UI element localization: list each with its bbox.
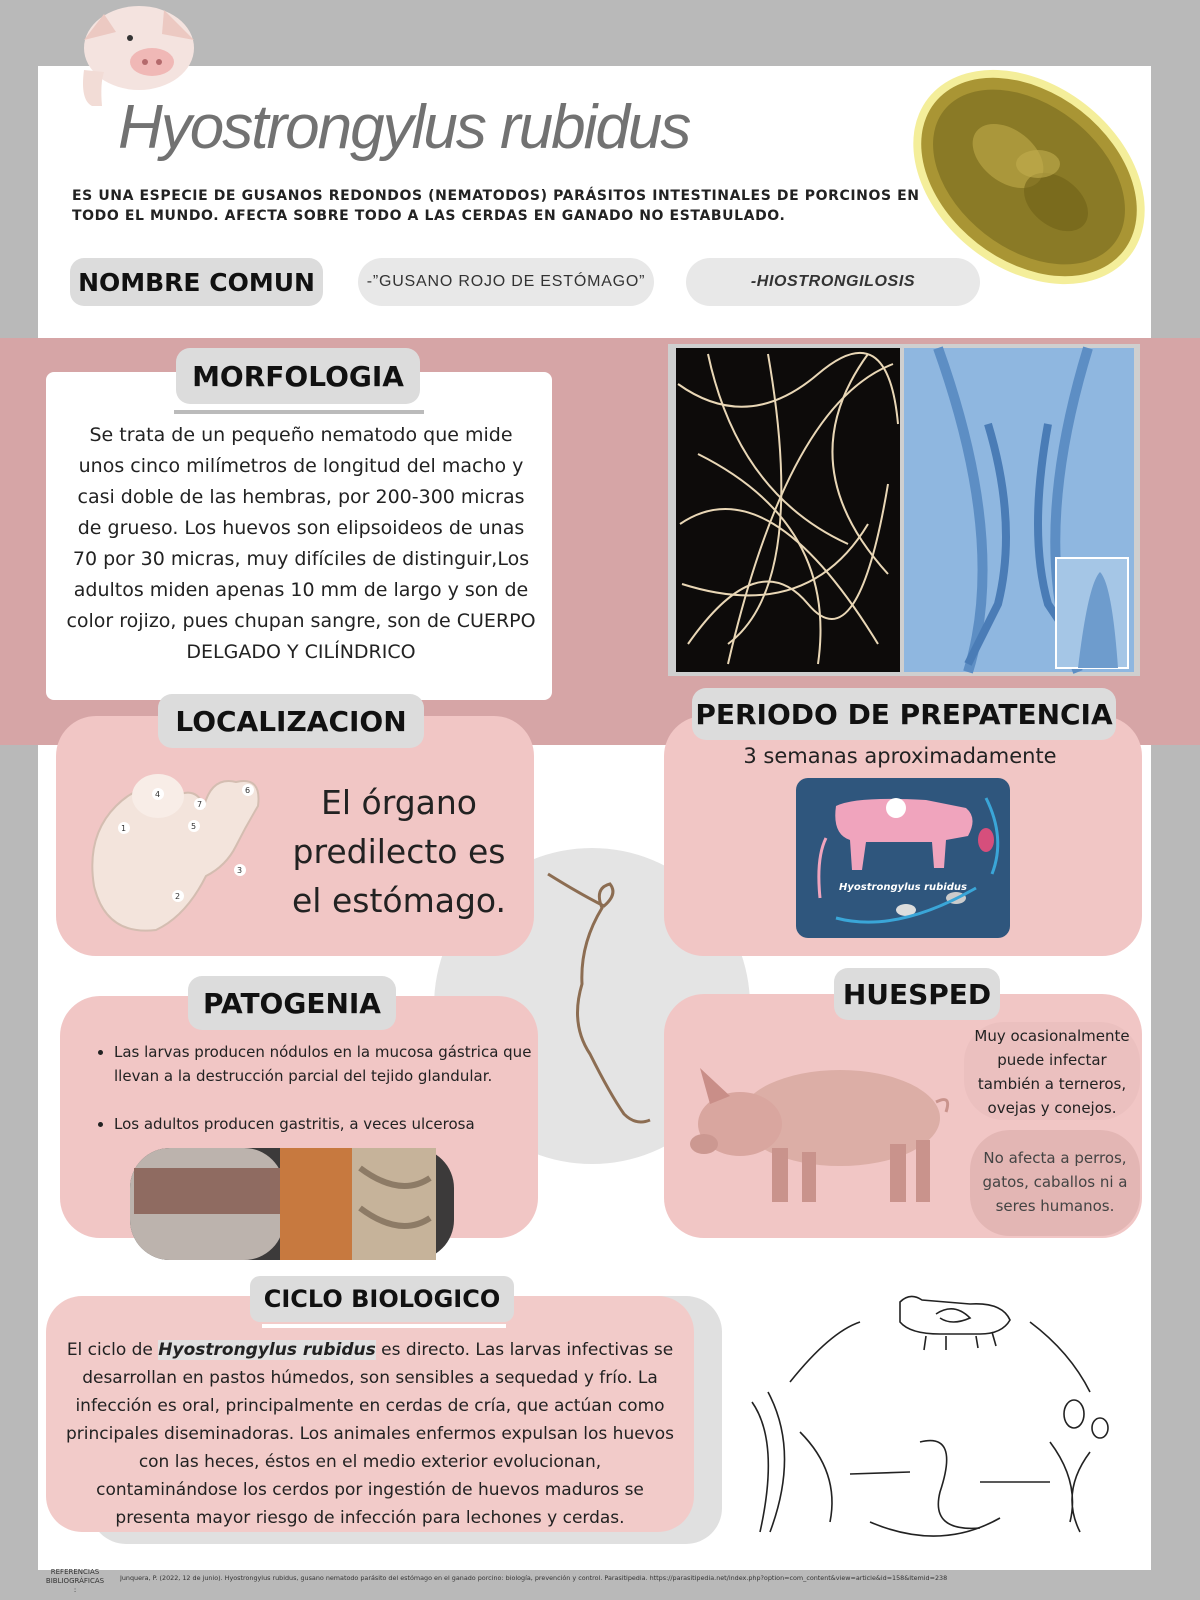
morfologia-text: Se trata de un pequeño nematodo que mide unos cinco milímetros de longitud del macho y casi doble de las hembras, por 200-300 micras de grueso. Los huevos son elipsoideos de unas 70 por 30 micras, muy difíciles de distinguir,Los adultos miden apenas 10 mm de largo y son de color rojizo, pues chupan sangre, son de CUERPO DELGADO Y CILÍNDRICO <box>66 424 536 663</box>
organ-label-7: 7 <box>197 800 203 809</box>
organ-label-5: 5 <box>191 822 197 831</box>
lifecycle-diagram-image <box>796 778 1010 938</box>
prepatencia-heading <box>692 688 1116 740</box>
common-name-label <box>70 258 323 306</box>
morfologia-heading <box>176 348 420 404</box>
huesped-note-1: Muy ocasionalmente puede infectar también a terneros, ovejas y conejos. <box>974 1027 1130 1117</box>
organ-label-1: 1 <box>121 824 127 833</box>
localizacion-text: El órgano predilecto es el estómago. <box>291 783 506 920</box>
gastric-lesions-image <box>130 1148 454 1260</box>
pig-illustration-image <box>680 1048 960 1218</box>
organ-label-2: 2 <box>175 892 181 901</box>
prepatencia-text: 3 semanas aproximadamente <box>743 744 1057 768</box>
huesped-note-2: No afecta a perros, gatos, caballos ni a seres humanos. <box>982 1149 1128 1215</box>
references-label: REFERENCIAS BIBLIOGRÁFICAS : <box>45 1568 105 1594</box>
ciclo-species-name: Hyostrongylus rubidus <box>158 1340 376 1360</box>
ciclo-heading <box>250 1276 514 1322</box>
common-name-1-text: -”GUSANO ROJO DE ESTÓMAGO” <box>366 273 646 290</box>
worms-micrograph-image <box>668 344 1140 676</box>
organ-label-3: 3 <box>237 866 243 875</box>
common-name-label-text: NOMBRE COMUN <box>78 267 315 297</box>
localizacion-heading <box>158 694 424 748</box>
page-title: Hyostrongylus rubidus <box>118 93 690 162</box>
ciclo-text-suffix: es directo. Las larvas infectivas se desarrollan en pastos húmedos, son sensibles a sequedad y frío. La infección es oral, principalmente en cerdas de cría, que actúan como principales diseminadoras. Los animales enfermos expulsan los huevos con las heces, éstos en el medio exterior evolucionan, contaminándose los cerdos por ingestión de huevos maduros se presenta mayor riesgo de infección para lechones y cerdas. <box>66 1340 674 1528</box>
localizacion-heading-text: LOCALIZACION <box>175 704 407 738</box>
common-name-2-text: -HIOSTRONGILOSIS <box>750 273 916 290</box>
ciclo-text-prefix: El ciclo de <box>66 1340 159 1360</box>
huesped-heading <box>834 968 1000 1020</box>
intro-text: ES UNA ESPECIE DE GUSANOS REDONDOS (NEMATODOS) PARÁSITOS INTESTINALES DE PORCINOS EN TODO EL MUNDO. AFECTA SOBRE TODO A LAS CERDAS EN GANADO NO ESTABULADO. <box>72 188 920 224</box>
patogenia-item-2: • Los adultos producen gastritis, a veces ulcerosa <box>114 1112 562 1136</box>
ciclo-heading-underline <box>262 1324 506 1328</box>
references-text: Junquera, P. (2022, 12 de junio). Hyostrongylus rubidus, gusano nematodo parásito del estómago en el ganado porcino: biología, prevención y control. Parasitipedia. https://parasitipedia.net/index.php?option=com_content&view=article&id=158&Itemid=238 <box>120 1574 948 1582</box>
morfologia-heading-text: MORFOLOGIA <box>192 359 404 393</box>
prepatencia-heading-text: PERIODO DE PREPATENCIA <box>695 697 1113 731</box>
lifecycle-sketch-image <box>740 1282 1150 1554</box>
ciclo-heading-text: CICLO BIOLOGICO <box>263 1285 501 1313</box>
organ-label-6: 6 <box>245 786 251 795</box>
patogenia-item-1: • Las larvas producen nódulos en la mucosa gástrica que llevan a la destrucción parcial del tejido glandular. <box>114 1040 562 1088</box>
organ-label-4: 4 <box>155 790 161 799</box>
huesped-heading-text: HUESPED <box>842 977 992 1011</box>
common-name-2 <box>686 258 980 306</box>
stomach-organ-image <box>86 766 276 942</box>
patogenia-heading-text: PATOGENIA <box>203 986 381 1020</box>
patogenia-heading <box>188 976 396 1030</box>
morfologia-heading-underline <box>174 410 424 414</box>
common-name-1 <box>358 258 654 306</box>
ciclo-text <box>66 1336 674 1532</box>
lifecycle-diagram-caption: Hyostrongylus rubidus <box>839 882 967 893</box>
patogenia-list <box>84 1040 562 1136</box>
